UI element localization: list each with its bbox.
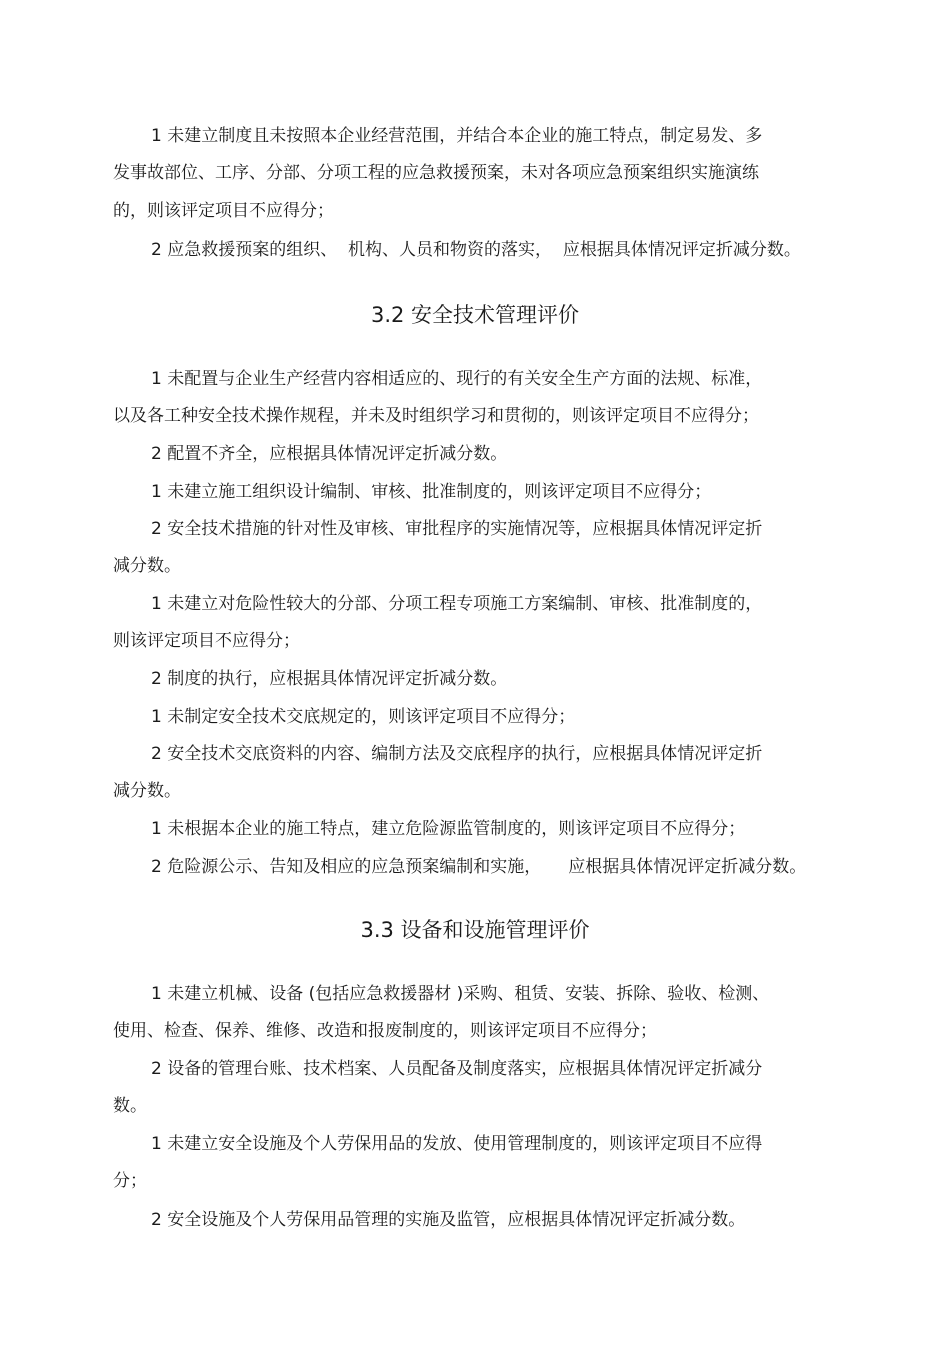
paragraph-system-execution: 2 制度的执行，应根据具体情况评定折减分数。 [151,669,508,689]
paragraph-ppe-supervision: 2 安全设施及个人劳保用品管理的实施及监管，应根据具体情况评定折减分数。 [151,1210,746,1230]
text-line: 的，则该评定项目不应得分； [113,201,334,221]
paragraph-construction-design: 1 未建立施工组织设计编制、审核、批准制度的，则该评定项目不应得分； [151,482,712,502]
paragraph-hazard-supervision: 1 未根据本企业的施工特点，建立危险源监管制度的，则该评定项目不应得分； [151,819,746,839]
text-line: 1 未配置与企业生产经营内容相适应的、现行的有关安全生产方面的法规、标准， [151,369,763,389]
text-line: 2 安全技术交底资料的内容、编制方法及交底程序的执行，应根据具体情况评定折 [151,744,763,764]
text-line: 使用、检查、保养、维修、改造和报废制度的，则该评定项目不应得分； [113,1021,657,1041]
text-line: 1 未建立安全设施及个人劳保用品的发放、使用管理制度的，则该评定项目不应得 [151,1134,763,1154]
text-line: 分； [113,1171,147,1191]
text-line: 1 未建立机械、设备 (包括应急救援器材 )采购、租赁、安装、拆除、验收、检测、 [151,984,770,1004]
text-line: 发事故部位、工序、分部、分项工程的应急救援预案，未对各项应急预案组织实施演练 [113,163,759,183]
text-line: 数。 [113,1096,147,1116]
text-line: 减分数。 [113,781,181,801]
text-line: 以及各工种安全技术操作规程，并未及时组织学习和贯彻的，则该评定项目不应得分； [113,406,759,426]
section-heading-3-3: 3.3 设备和设施管理评价 [360,918,590,942]
text-line: 1 未建立对危险性较大的分部、分项工程专项施工方案编制、审核、批准制度的， [151,594,763,614]
text-line: 则该评定项目不应得分； [113,631,300,651]
paragraph-emergency-resources: 2 应急救援预案的组织、 机构、人员和物资的落实， 应根据具体情况评定折减分数。 [151,240,801,260]
paragraph-technical-disclosure: 1 未制定安全技术交底规定的，则该评定项目不应得分； [151,707,576,727]
text-line: 减分数。 [113,556,181,576]
section-heading-3-2: 3.2 安全技术管理评价 [370,303,580,327]
paragraph-hazard-publicity: 2 危险源公示、告知及相应的应急预案编制和实施， 应根据具体情况评定折减分数。 [151,857,807,877]
text-line: 2 安全技术措施的针对性及审核、审批程序的实施情况等，应根据具体情况评定折 [151,519,763,539]
text-line: 2 设备的管理台账、技术档案、人员配备及制度落实，应根据具体情况评定折减分 [151,1059,763,1079]
text-line: 1 未建立制度且未按照本企业经营范围，并结合本企业的施工特点，制定易发、多 [151,126,763,146]
paragraph-incomplete-config: 2 配置不齐全，应根据具体情况评定折减分数。 [151,444,508,464]
